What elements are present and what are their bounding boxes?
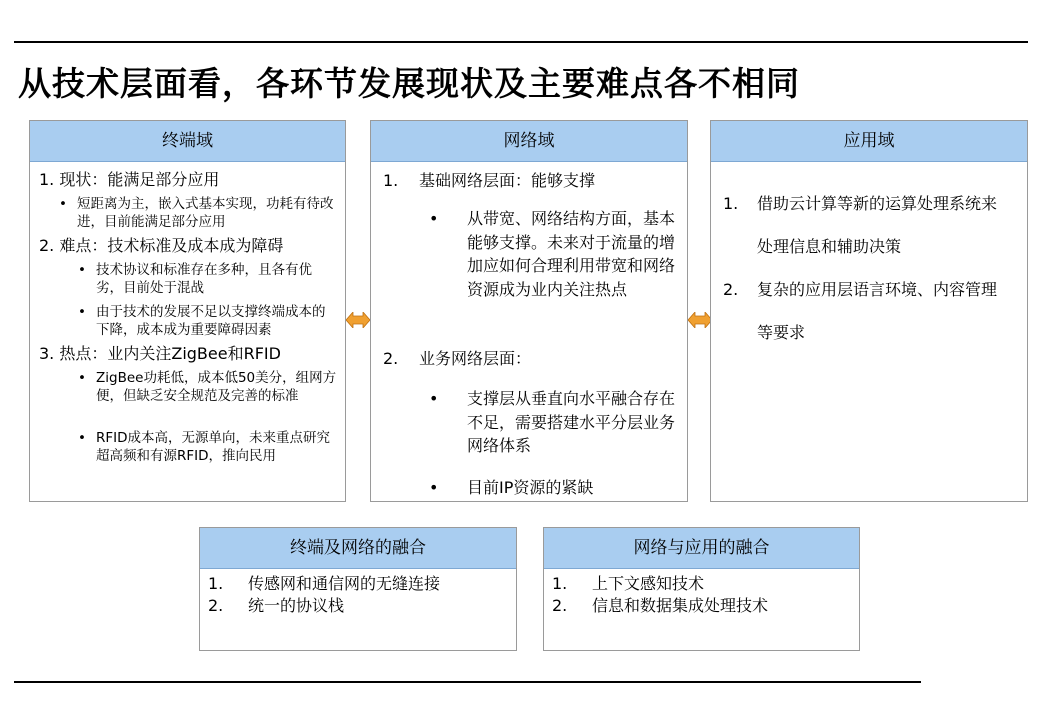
item-text: 复杂的应用层语言环境、内容管理等要求 [757,280,998,342]
item-text: 信息和数据集成处理技术 [592,596,769,615]
item-text: 基础网络层面：能够支撑 [419,171,596,190]
double-arrow-icon [688,312,712,328]
item-text: 难点：技术标准及成本成为障碍 [59,236,284,255]
bullet-icon: • [78,430,86,446]
page-title: 从技术层面看，各环节发展现状及主要难点各不相同 [18,64,800,103]
network-domain-body [371,162,687,501]
bullet-icon: • [429,209,439,228]
item-text: 业务网络层面： [419,349,532,368]
sub-item-text: 支撑层从垂直向水平融合存在不足，需要搭建水平分层业务网络体系 [467,389,676,455]
network-domain-panel [370,120,688,502]
terminal-network-fusion-panel [199,527,517,651]
item-text: 借助云计算等新的运算处理系统来处理信息和辅助决策 [757,194,998,256]
sub-item-text: ZigBee功耗低，成本低50美分，组网方便，但缺乏安全规范及完善的标准 [96,370,337,404]
application-domain-panel [710,120,1028,502]
bullet-icon: • [59,196,67,212]
item-number: 1. [208,574,224,593]
sub-item-text: 目前IP资源的紧缺 [467,478,594,497]
application-domain-header: 应用域 [711,121,1027,162]
item-text: 现状：能满足部分应用 [59,170,220,189]
network-domain-header: 网络域 [371,121,687,162]
sub-item-text: 由于技术的发展不足以支撑终端成本的下降，成本成为重要障碍因素 [96,304,326,338]
terminal-network-fusion-header: 终端及网络的融合 [200,528,516,569]
item-number: 2. [383,349,399,368]
item-number: 1. [723,194,739,213]
top-rule [14,41,1028,43]
item-number: 2. [723,280,739,299]
item-text: 统一的协议栈 [248,596,345,615]
item-number: 2. [39,236,55,255]
sub-item-text: 从带宽、网络结构方面，基本能够支撑。未来对于流量的增加应如何合理利用带宽和网络资源成为业内关注热点 [467,209,676,299]
sub-item-text: 技术协议和标准存在多种，且各有优劣，目前处于混战 [96,262,312,296]
item-number: 1. [39,170,55,189]
item-number: 2. [208,596,224,615]
item-number: 1. [552,574,568,593]
terminal-domain-body [30,162,345,501]
item-text: 传感网和通信网的无缝连接 [248,574,441,593]
bullet-icon: • [429,389,439,408]
terminal-domain-panel [29,120,346,502]
application-domain-body [711,162,1027,501]
item-number: 2. [552,596,568,615]
sub-item-text: RFID成本高，无源单向，未来重点研究超高频和有源RFID，推向民用 [96,430,331,464]
network-application-fusion-body [544,569,859,650]
network-application-fusion-header: 网络与应用的融合 [544,528,859,569]
bullet-icon: • [78,304,86,320]
item-text: 上下文感知技术 [592,574,705,593]
bullet-icon: • [78,370,86,386]
double-arrow-icon [346,312,370,328]
terminal-domain-header: 终端域 [30,121,345,162]
terminal-network-fusion-body [200,569,516,650]
item-text: 热点：业内关注ZigBee和RFID [59,344,281,363]
item-number: 3. [39,344,55,363]
bottom-rule [14,681,921,683]
bullet-icon: • [78,262,86,278]
item-number: 1. [383,171,399,190]
network-application-fusion-panel [543,527,860,651]
sub-item-text: 短距离为主，嵌入式基本实现，功耗有待改进，目前能满足部分应用 [77,196,334,230]
bullet-icon: • [429,478,439,497]
